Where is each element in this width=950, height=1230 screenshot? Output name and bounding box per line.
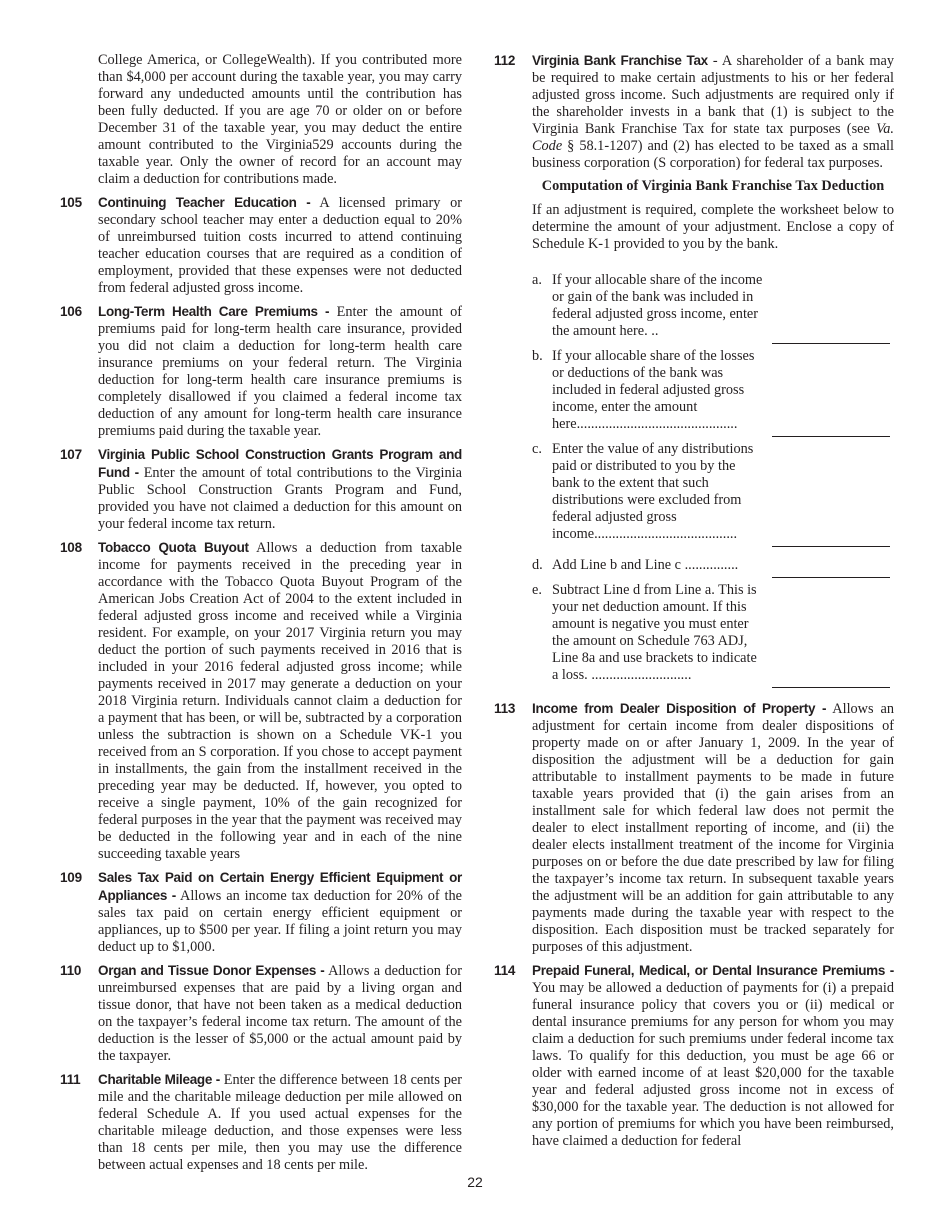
item-number: 114 <box>494 963 516 978</box>
line-e-amount-field[interactable] <box>772 687 890 688</box>
item-body: Allows an income tax deduction for 20% of the sales tax paid on certain energy efficient equipment or appliances, up to $500 per year. If filing a joint return you may deduct up to $1,000. <box>98 888 462 955</box>
item-heading: Tobacco Quota Buyout <box>98 540 249 555</box>
worksheet-line-b <box>532 348 894 433</box>
item-heading: Organ and Tissue Donor Expenses - <box>98 963 325 978</box>
left-column <box>60 52 462 1180</box>
item-number: 107 <box>60 447 82 462</box>
line-letter: a. <box>532 272 542 288</box>
item-heading: Charitable Mileage - <box>98 1072 220 1087</box>
line-description: Subtract Line d from Line a. This is your net deduction amount. If this amount is negative you must enter the amount on Schedule 763 ADJ, Line 8a and use brackets to indicate a loss. ............................ <box>552 582 757 683</box>
continued-paragraph: College America, or CollegeWealth). If you contributed more than $4,000 per account during the taxable year, you may carry forward any undeducted amounts until the contribution has been fully deducted. If you are age 70 or older on or before December 31 of the taxable year, you may deduct the entire amount contributed to the Virginia529 accounts during the taxable year. Only the owner of record for an account may claim a deduction for contributions made. <box>98 52 462 187</box>
item-number: 109 <box>60 870 82 885</box>
item-106 <box>60 303 462 440</box>
item-number: 111 <box>60 1072 81 1087</box>
line-letter: c. <box>532 441 542 457</box>
line-a-amount-field[interactable] <box>772 343 890 344</box>
line-description: If your allocable share of the income or gain of the bank was included in federal adjusted gross income, enter the amount here. .. <box>552 272 763 339</box>
right-column <box>494 52 894 1156</box>
bank-franchise-worksheet <box>494 178 894 684</box>
item-heading: Virginia Bank Franchise Tax <box>532 53 708 68</box>
line-letter: e. <box>532 582 542 598</box>
item-body: Enter the difference between 18 cents per mile and the charitable mileage deduction per mile allowed on federal Schedule A. If you used actual expenses for the charitable mileage deduction, and those expenses were less than 18 cents per mile, then you may use the difference between actual expenses and 18 cents per mile. <box>98 1072 462 1173</box>
item-112 <box>494 52 894 172</box>
item-heading: Prepaid Funeral, Medical, or Dental Insurance Premiums - <box>532 963 894 978</box>
worksheet-line-a <box>532 272 894 340</box>
item-body: A licensed primary or secondary school teacher may enter a deduction equal to 20% of unreimbursed tuition costs incurred to attend continuing teacher education courses that are required as a condition of employment, provided that these expenses were not deducted from federal adjusted gross income. <box>98 195 462 296</box>
line-description: Enter the value of any distributions paid or distributed to you by the bank to the extent that such distributions were excluded from federal adjusted gross income........................................ <box>552 441 754 542</box>
item-body: Enter the amount of premiums paid for long-term health care insurance, provided you did not claim a deduction for long-term health care insurance premiums on your federal return. The Virginia deduction for long-term health care insurance premiums is completely disallowed if you claimed a federal income tax deduction of any amount for long-term health care insurance premiums paid during the taxable year. <box>98 304 462 439</box>
worksheet-title: Computation of Virginia Bank Franchise Tax Deduction <box>541 178 885 194</box>
item-number: 105 <box>60 195 82 210</box>
item-body: - A shareholder of a bank may be required to make certain adjustments to his or her federal adjusted gross income. Such adjustments are required only if the shareholder invests in a bank that (1) is subject to the Virginia Bank Franchise Tax for state tax purposes (see <box>532 53 894 137</box>
item-heading: Long-Term Health Care Premiums - <box>98 304 330 319</box>
item-body: Allows a deduction from taxable income for payments received in the preceding year in accordance with the Tobacco Quota Buyout Program of the American Jobs Creation Act of 2004 to the extent included in federal adjusted gross income and received while a Virginia resident. For example, on your 2017 Virginia return you may deduct the portion of such payments received in 2016 that is included in your 2016 federal adjusted gross income; while payments received in 2017 may generate a deduction on your 2018 Virginia return. Individuals cannot claim a deduction for a payment that has been, or will be, subtracted by a corporation unless the subtraction is shown on a Schedule VK-1 you received from an S corporation. If you chose to accept payment in installments, the gain from the installment received in the preceding year may be deducted. If, however, you opted to receive a single payment, 10% of the gain recognized for federal purposes in the year that the payment was received may be deducted in the following year and in each of the nine succeeding taxable years <box>98 540 462 862</box>
item-number: 113 <box>494 701 516 716</box>
line-description: Add Line b and Line c ............... <box>552 557 739 573</box>
worksheet-line-e <box>532 582 894 684</box>
line-d-amount-field[interactable] <box>772 577 890 578</box>
item-body: Enter the amount of total contributions to the Virginia Public School Construction Grants Program and Fund, provided you have not claimed a deduction for this amount on your federal income tax return. <box>98 465 462 532</box>
item-body: Allows an adjustment for certain income from dealer dispositions of property made on or after January 1, 2009. In the year of disposition the adjustment will be a deduction for gain attributable to installment payments to be made in future taxable years provided that (i) the gain arises from an installment sale for which federal law does not permit the dealer to elect installment reporting of income, and (ii) the dealer elects installment treatment of the income for Virginia purposes on or before the due date prescribed by law for filing the taxpayer’s income tax return. In subsequent taxable years the adjustment will be an addition for gain attributable to any payments made during the taxable year with respect to the disposition. Each disposition must be tracked separately for purposes of this adjustment. <box>532 701 894 955</box>
item-number: 110 <box>60 963 82 978</box>
item-108 <box>60 539 462 863</box>
item-number: 106 <box>60 304 82 319</box>
item-body: Allows a deduction for unreimbursed expenses that are paid by a living organ and tissue donor, that have not been taken as a medical deduction on the taxpayer’s federal income tax return. The amount of the deduction is the lesser of $5,000 or the actual amount paid by the taxpayer. <box>98 963 462 1064</box>
item-109 <box>60 869 462 956</box>
worksheet-line-d <box>532 557 894 574</box>
item-113 <box>494 700 894 956</box>
item-heading: Sales Tax Paid on Certain Energy Efficient Equipment or Appliances - <box>98 870 462 903</box>
item-number: 112 <box>494 53 516 68</box>
line-c-amount-field[interactable] <box>772 546 890 547</box>
line-letter: b. <box>532 348 543 364</box>
item-heading: Virginia Public School Construction Grants Program and Fund - <box>98 447 462 480</box>
item-body-continued: § 58.1-1207) and (2) has elected to be taxed as a small business corporation (S corporation) for federal tax purposes. <box>532 138 894 171</box>
item-114 <box>494 962 894 1150</box>
line-b-amount-field[interactable] <box>772 436 890 437</box>
item-111 <box>60 1071 462 1174</box>
item-heading: Income from Dealer Disposition of Property - <box>532 701 827 716</box>
item-body: You may be allowed a deduction of payments for (i) a prepaid funeral insurance policy that covers you or (ii) medical or dental insurance premiums for any person for whom you may claim a deduction for such premiums under federal income tax laws. To qualify for this deduction, you must be age 66 or older with earned income of at least $20,000 for the taxable year and federal adjusted gross income not in excess of $30,000 for the taxable year. The deduction is not allowed for any portion of premiums for which you have been reimbursed, have claimed a deduction for federal <box>532 980 894 1149</box>
worksheet-intro: If an adjustment is required, complete the worksheet below to determine the amount of your adjustment. Enclose a copy of Schedule K-1 provided to you by the bank. <box>532 202 894 252</box>
item-105 <box>60 194 462 297</box>
item-number: 108 <box>60 540 82 555</box>
line-description: If your allocable share of the losses or deductions of the bank was included in federal adjusted gross income, enter the amount here............................................. <box>552 348 755 432</box>
item-107 <box>60 446 462 533</box>
item-heading: Continuing Teacher Education - <box>98 195 311 210</box>
line-letter: d. <box>532 557 543 573</box>
page-number: 22 <box>467 1174 483 1190</box>
code-citation: Va. Code <box>532 121 894 154</box>
item-110 <box>60 962 462 1065</box>
worksheet-line-c <box>532 441 894 543</box>
